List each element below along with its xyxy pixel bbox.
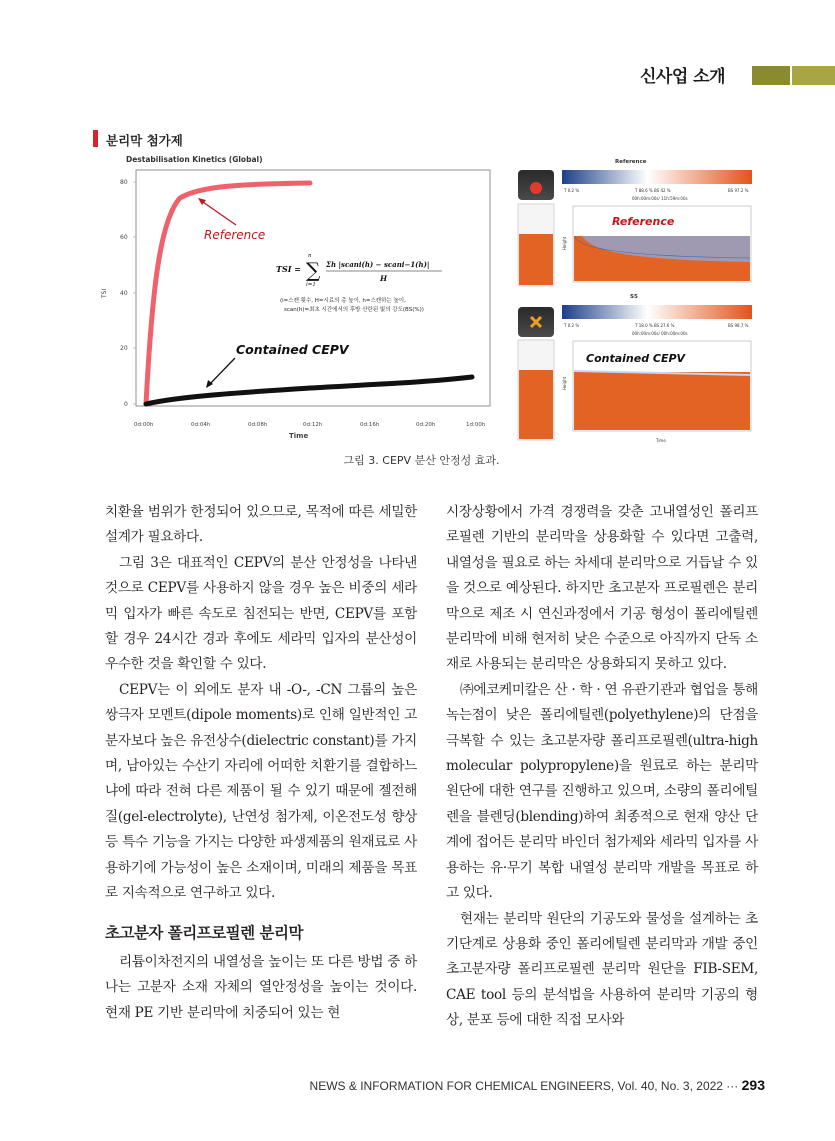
x-tick: 0d:16h <box>360 422 380 428</box>
left-column <box>105 500 417 1026</box>
reference-color-scale <box>562 170 752 184</box>
y-tick: 20 <box>120 345 128 352</box>
x-tick: 1d:00h <box>466 422 486 428</box>
x-tick: 0d:04h <box>191 422 211 428</box>
cepv-panel-title: S5 <box>630 294 638 300</box>
reference-label: Reference <box>204 228 266 242</box>
formula-sum-bottom: i=1 <box>306 282 316 288</box>
right-column <box>446 500 758 1034</box>
figure-graphic <box>100 150 760 445</box>
reference-vial-marker-icon <box>530 182 542 194</box>
y-tick: 60 <box>120 234 128 241</box>
scale-label: BS 97.2 % <box>728 188 749 193</box>
x-axis-label: Time <box>289 432 309 440</box>
header-accent-bar <box>752 66 790 85</box>
journal-citation: NEWS & INFORMATION FOR CHEMICAL ENGINEERS, Vol. 40, No. 3, 2022 ··· <box>309 1079 739 1093</box>
timestamp: 00h:00m:00s/ 00h:00m:00s <box>632 331 688 336</box>
y-tick-marks <box>133 182 136 404</box>
reference-panel-title: Reference <box>615 159 647 165</box>
axis-label: Height <box>562 376 567 390</box>
section-subheading: 초고분자 폴리프로필렌 분리막 <box>105 923 303 942</box>
figure-heading-text: 분리막 첨가제 <box>106 133 183 148</box>
tsi-chart <box>101 155 490 440</box>
x-tick: 0d:12h <box>303 422 323 428</box>
formula-numerator: Σh |scani(h) − scani−1(h)| <box>326 260 430 269</box>
page-number: 293 <box>741 1077 765 1093</box>
timestamp: 00h:00m:00s/ 11h:59m:00s <box>632 196 688 201</box>
paragraph: 그림 3은 대표적인 CEPV의 분산 안정성을 나타낸 것으로 CEPV를 사용하지 않을 경우 높은 비중의 세라믹 입자가 빠른 속도로 침전되는 반면, CEPV를 포함할 경우 24시간 경과 후에도 세라믹 입자의 분산성이 우수한 것을 확인할 수 있다. <box>105 554 417 673</box>
y-axis <box>101 179 128 408</box>
axis-label: Height <box>562 236 567 250</box>
scale-label: T 0.2 % <box>564 323 580 328</box>
plot-area <box>136 170 490 406</box>
paragraph: CEPV는 이 외에도 분자 내 -O-, -CN 그룹의 높은 쌍극자 모멘트(dipole moments)로 인해 일반적인 고분자보다 높은 유전상수(dielectric constant)를 가지며, 남아있는 수산기 자리에 어떠한 치환기를 결합하느냐에 따라 전혀 다른 제품이 될 수 있기 때문에 젤전해질(gel-electrolyte), 난연성 첨가제, 이온전도성 향상 등 특수 기능을 가지는 다양한 파생제품의 원재료로 사용하기에 가능성이 높은 소재이며, 미래의 제품을 목표로 지속적으로 연구하고 있다. <box>105 681 417 902</box>
x-tick: 0d:08h <box>248 422 268 428</box>
header-accent-bar-light <box>792 66 835 85</box>
page-footer <box>310 1077 765 1093</box>
cepv-color-scale <box>562 305 752 319</box>
scale-label: T 88.6 % BS 42 % <box>635 188 671 193</box>
reference-panel <box>562 159 752 282</box>
formula-sum-top: n <box>308 253 312 259</box>
formula-legend-line2: scan(h)=최초 시간에서의 후방 산란된 빛의 강도(BS(%)) <box>284 307 424 313</box>
y-tick: 0 <box>124 401 128 408</box>
y-tick: 40 <box>120 290 128 297</box>
x-tick: 0d:20h <box>416 422 436 428</box>
axis-label: Time <box>656 438 666 443</box>
reference-panel-label: Reference <box>612 215 675 228</box>
figure-heading <box>93 131 183 149</box>
cepv-panel <box>562 294 752 443</box>
x-tick: 0d:00h <box>134 422 154 428</box>
paragraph: 리튬이차전지의 내열성을 높이는 또 다른 방법 중 하나는 고분자 소재 자체의 열안정성을 높이는 것이다. 현재 PE 기반 분리막에 치중되어 있는 현 <box>105 953 417 1021</box>
cepv-vial <box>518 307 554 440</box>
cepv-panel-label: Contained CEPV <box>586 352 686 365</box>
paragraph: 시장상황에서 가격 경쟁력을 갖춘 고내열성인 폴리프로필렌 기반의 분리막을 상용화할 수 있다면 고출력, 내열성을 필요로 하는 차세대 분리막으로 거듭날 수 있을 것으로 예상된다. 하지만 초고분자 프로필렌은 분리막으로 제조 시 연신과정에서 기공 형성이 폴리에틸렌 분리막에 비해 현저히 낮은 수준으로 아직까지 단독 소재로 사용되는 분리막은 상용화되지 못하고 있다. <box>446 504 758 673</box>
y-tick: 80 <box>120 179 128 186</box>
formula-lhs: TSI = <box>276 264 301 274</box>
formula-denominator: H <box>380 274 388 283</box>
reference-vial <box>518 170 554 286</box>
scale-label: T 18.0 % BS 27.6 % <box>635 323 675 328</box>
y-axis-label: TSI <box>101 288 108 298</box>
scale-label: T 0.2 % <box>564 188 580 193</box>
figure-caption-text: 그림 3. CEPV 분산 안정성 효과. <box>343 454 500 467</box>
x-axis <box>134 422 486 440</box>
chart-title: Destabilisation Kinetics (Global) <box>126 155 263 164</box>
cepv-label: Contained CEPV <box>236 342 349 357</box>
figure-caption <box>0 452 835 468</box>
paragraph: ㈜에코케미칼은 산 · 학 · 연 유관기관과 협업을 통해 녹는점이 낮은 폴리에틸렌(polyethylene)의 단점을 극복할 수 있는 초고분자량 폴리프로필렌(ultra-high molecular polypropylene)을 원료로 하는 분리막 원단에 대한 연구를 진행하고 있으며, 소량의 폴리에틸렌을 블렌딩(blending)하여 최종적으로 현재 양산 단계에 접어든 분리막 바인더 첨가제와 세라믹 입자를 사용하는 유·무기 복합 내열성 분리막 개발을 목표로 하고 있다. <box>446 681 758 902</box>
paragraph: 현재는 분리막 원단의 기공도와 물성을 설계하는 초기단계로 상용화 중인 폴리에틸렌 분리막과 개발 중인 초고분자량 폴리프로필렌 분리막 원단을 FIB-SEM, CAE tool 등의 분석법을 사용하여 분리막 기공의 형상, 분포 등에 대한 직접 모사와 <box>446 910 758 1029</box>
paragraph: 치환율 범위가 한정되어 있으므로, 목적에 따른 세밀한 설계가 필요하다. <box>105 504 417 546</box>
formula-legend-line1: (i=스캔 횟수, H=시료의 총 높이, h=스캔하는 높이, <box>280 298 406 304</box>
formula-sigma: ∑ <box>306 258 321 282</box>
section-title: 신사업 소개 <box>640 67 726 87</box>
scale-label: BS 98.7 % <box>728 323 749 328</box>
